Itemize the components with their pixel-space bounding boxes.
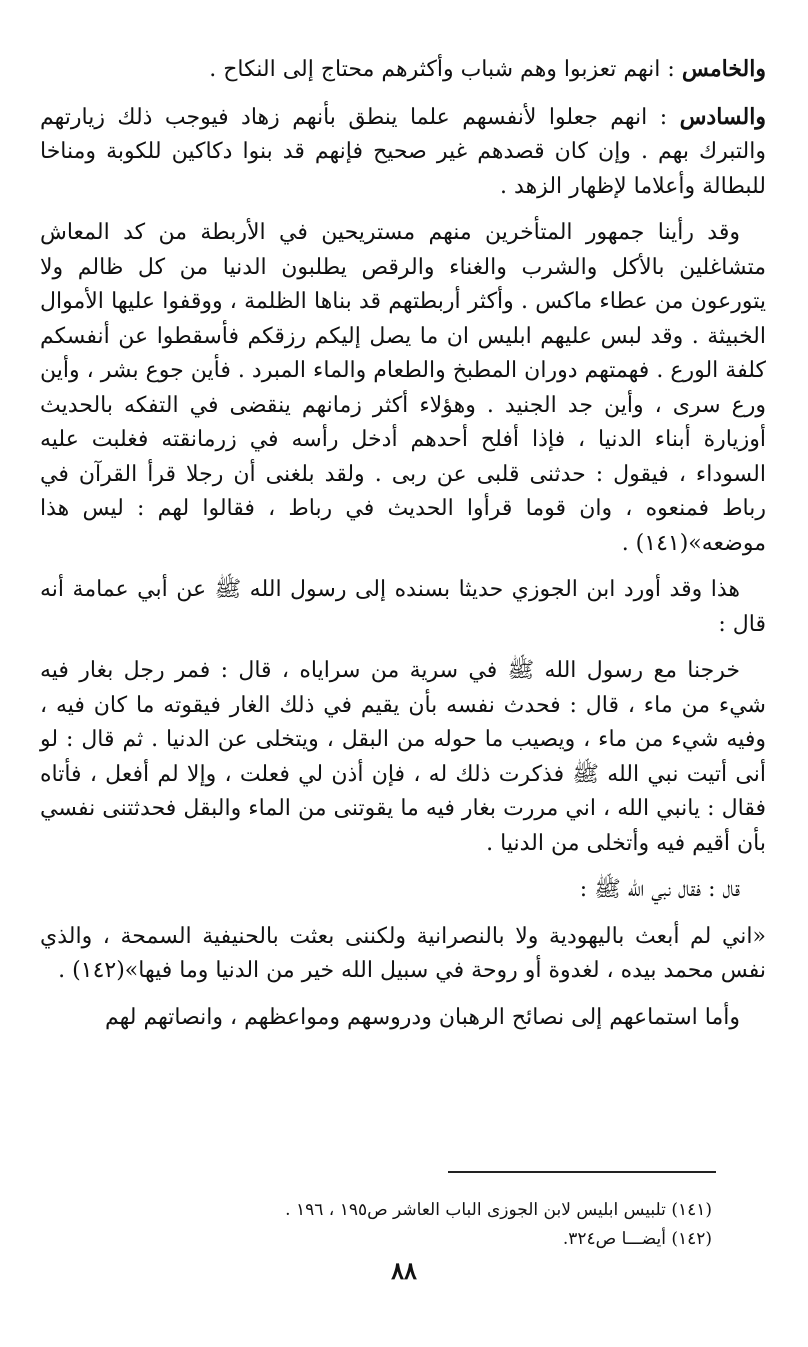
paragraph-text: خرجنا مع رسول الله ﷺ في سرية من سراياه ، قال : فمر رجل بغار فيه شيء من ماء ، قال : فحدث نفسه بأن يقيم في ذلك الغار فيقوته ما كان فيه ، وفيه شيء من ماء ، ويصيب ما حوله من البقل ، ويتخلى عن الدنيا . ثم قال : لو أنى أتيت نبي الله ﷺ فذكرت ذلك له ، فإن أذن لي فعلت ، وإلا لم أفعل ، فأتاه فقال : يانبي الله ، اني مررت بغار فيه ما يقوتنى من الماء والبقل فحدثتنى نفسي بأن أقيم فيه وأتخلى من الدنيا . bbox=[40, 658, 766, 856]
footnote: (١٤٢) أيضـــا ص٣٢٤. bbox=[562, 1229, 712, 1249]
paragraph-text: : انهم تعزبوا وهم شباب وأكثرهم محتاج إلى النكاح . bbox=[209, 57, 682, 82]
footnotes bbox=[100, 1196, 712, 1254]
paragraph bbox=[40, 573, 766, 642]
paragraph bbox=[40, 920, 766, 989]
paragraph-text: «اني لم أبعث باليهودية ولا بالنصرانية ولكننى بعثت بالحنيفية السمحة ، والذي نفس محمد بيده ، لغدوة أو روحة في سبيل الله خير من الدنيا وما فيها»(١٤٢) . bbox=[40, 923, 766, 983]
footnote-divider bbox=[448, 1171, 716, 1173]
paragraph-text: قال : فقال نبي الله ﷺ : bbox=[579, 877, 740, 902]
paragraph-lead: والسادس bbox=[679, 103, 766, 130]
paragraph bbox=[40, 654, 766, 861]
paragraph-text: وقد رأينا جمهور المتأخرين منهم مستريحين في الأربطة من كد المعاش متشاغلين بالأكل والشرب والغناء والرقص يطلبون الدنيا من كل ظالم ولا يتورعون من عطاء ماكس . وأكثر أربطتهم قد بناها الظلمة ، ووقفوا عليها الأموال الخبيثة . وقد لبس عليهم ابليس ان ما يصل إليكم رزقكم فأسقطوا عن أنفسكم كلفة الورع . فهمتهم دوران المطبخ والطعام والماء المبرد . فأين جوع بشر ، وأين ورع سرى ، وأين جد الجنيد . وهؤلاء أكثر زمانهم ينقضى في التفكه بالحديث أوزيارة أبناء الدنيا ، فإذا أفلح أحدهم أدخل رأسه في زرمانقته فغلبت عليه السوداء ، فيقول : حدثنى قلبى عن ربى . ولقد بلغنى أن رجلا قرأ القرآن في رباط فمنعوه ، وان قوما قرأوا الحديث في رباط ، فقالوا لهم : ليس هذا موضعه»(١٤١) . bbox=[40, 220, 766, 556]
paragraph bbox=[40, 1001, 766, 1036]
footnote: (١٤١) تلبيس ابليس لابن الجوزى الباب العاشر ص١٩٥ ، ١٩٦ . bbox=[285, 1200, 712, 1220]
body-text bbox=[40, 52, 766, 1047]
page-number: ٨٨ bbox=[391, 1256, 417, 1285]
paragraph bbox=[40, 873, 766, 908]
paragraph-text: : انهم جعلوا لأنفسهم علما ينطق بأنهم زهاد فيوجب ذلك زيارتهم والتبرك بهم . وإن كان قصدهم غير صحيح فإنهم قد بنوا دكاكين للكوبة ومناخا للبطالة وأعلاما لإظهار الزهد . bbox=[40, 104, 766, 199]
paragraph bbox=[40, 100, 766, 205]
paragraph bbox=[40, 52, 766, 88]
paragraph-lead: والخامس bbox=[681, 56, 766, 82]
paragraph-text: وأما استماعهم إلى نصائح الرهبان ودروسهم ومواعظهم ، وانصاتهم لهم bbox=[105, 1004, 740, 1030]
paragraph bbox=[40, 216, 766, 561]
paragraph-text: هذا وقد أورد ابن الجوزي حديثا بسنده إلى رسول الله ﷺ عن أبي عمامة أنه قال : bbox=[40, 577, 766, 637]
